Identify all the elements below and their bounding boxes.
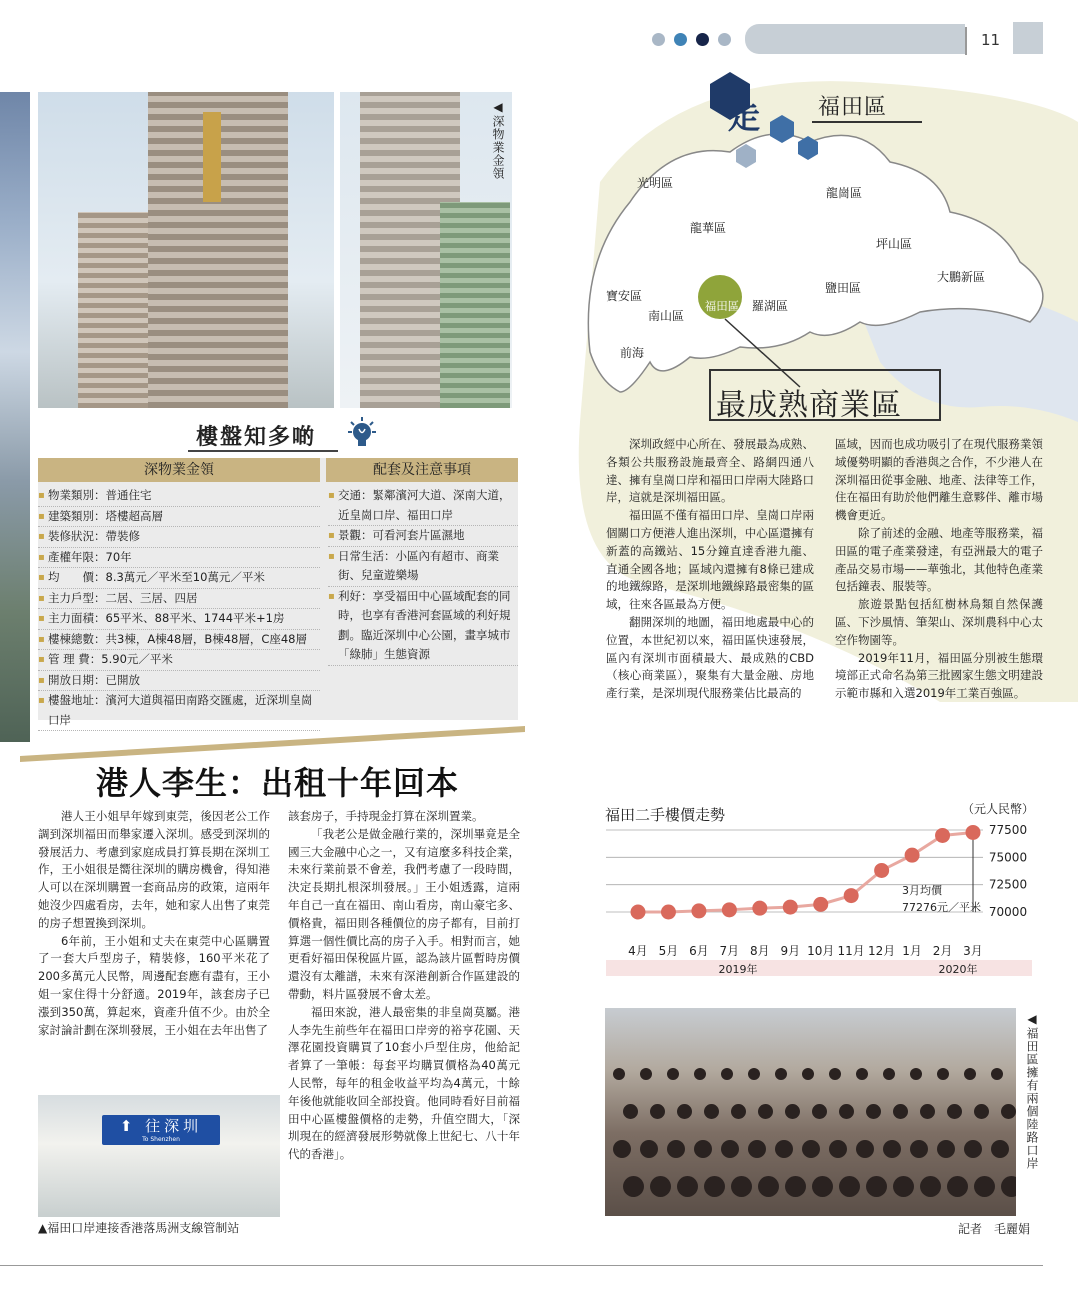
chart-unit: （元人民幣） xyxy=(962,802,1035,816)
crowd-figure xyxy=(623,1104,638,1119)
page-dots xyxy=(652,33,731,46)
list-item: ▪ 主力面積：65平米、88平米、1744平米+1房 xyxy=(38,609,320,630)
crowd-figure xyxy=(937,1140,955,1158)
reporter-byline: 記者 毛麗娟 xyxy=(958,1222,1031,1236)
district-label: 龍崗區 xyxy=(826,186,863,200)
crowd-figure xyxy=(856,1140,874,1158)
crowd-figure xyxy=(866,1176,887,1197)
x-tick-label: 7月 xyxy=(719,944,740,958)
crowd-figure xyxy=(883,1068,895,1080)
list-item: ▪ 日常生活：小區內有超市、商業街、兒童遊樂場 xyxy=(328,547,518,587)
station-sign-text: 往深圳 xyxy=(145,1117,203,1135)
data-point xyxy=(844,888,859,903)
crowd-figure xyxy=(704,1104,719,1119)
info-left-list xyxy=(38,486,320,731)
right-column-2 xyxy=(835,436,1043,776)
list-item: ▪ 景觀：可看河套片區濕地 xyxy=(328,526,518,547)
crowd-figure xyxy=(677,1104,692,1119)
crowd-figure xyxy=(802,1068,814,1080)
crowd-caption: ◀福田區擁有兩個陸路口岸 xyxy=(1025,1012,1039,1170)
info-right-heading: 配套及注意事項 xyxy=(326,458,518,482)
crowd-figure xyxy=(640,1068,652,1080)
price-chart xyxy=(598,812,1038,982)
dot-4 xyxy=(718,33,731,46)
crowd-figure xyxy=(667,1068,679,1080)
data-point xyxy=(691,903,706,918)
district-label: 羅湖區 xyxy=(752,299,789,313)
logo-zou: 走 xyxy=(728,98,761,136)
list-item: ▪ 交通：緊鄰濱河大道、深南大道，近皇崗口岸、福田口岸 xyxy=(328,486,518,526)
x-tick-label: 2月 xyxy=(932,944,953,958)
x-tick-label: 12月 xyxy=(867,944,896,958)
paragraph: 翻開深圳的地圖，福田地處最中心的位置，本世紀初以來，福田區快速發展，區內有深圳市面積最大、最成熟的CBD（核心商業區），聚集有大量金融、房地產行業，是深圳現代服務業佔比最高的 xyxy=(606,614,814,701)
list-item: ▪ 主力戶型：二居、三居、四居 xyxy=(38,589,320,610)
crowd-figure xyxy=(910,1140,928,1158)
list-item: ▪ 物業類別：普通住宅 xyxy=(38,486,320,507)
list-item: ▪ 開放日期：已開放 xyxy=(38,671,320,692)
crowd-figure xyxy=(748,1068,760,1080)
crowd-figure xyxy=(947,1104,962,1119)
crowd-figure xyxy=(731,1176,752,1197)
paragraph: 除了前述的金融、地產等服務業，福田區的電子產業發達，有亞洲最大的電子產品交易市場——華強北，其他特色產業包括鐘表、服裝等。 xyxy=(835,525,1043,594)
x-tick-label: 4月 xyxy=(628,944,648,958)
crowd-figure xyxy=(947,1176,968,1197)
crowd-figure xyxy=(650,1104,665,1119)
district-label: 鹽田區 xyxy=(825,281,862,295)
list-item: ▪ 裝修狀況：帶裝修 xyxy=(38,527,320,548)
crowd-figure xyxy=(694,1068,706,1080)
section-title-rule xyxy=(812,121,922,123)
story-title: 港人李生：出租十年回本 xyxy=(96,764,460,802)
header-bar xyxy=(745,24,965,54)
page-number: 11 xyxy=(965,27,1013,55)
x-tick-label: 9月 xyxy=(780,944,801,958)
list-item: ▪ 建築類別：塔樓超高層 xyxy=(38,507,320,528)
station-sign-en: To Shenzhen xyxy=(142,1136,180,1143)
crowd-figure xyxy=(893,1104,908,1119)
crowd-figure xyxy=(694,1140,712,1158)
chart-annotation-label: 3月均價 xyxy=(902,884,942,897)
x-tick-label: 10月 xyxy=(807,944,835,958)
y-tick-label: 70000 xyxy=(988,905,1028,919)
section-title: 福田區 xyxy=(818,95,888,120)
info-title-rule xyxy=(188,450,338,452)
crowd-figure xyxy=(721,1140,739,1158)
checkpoint-crowd-photo xyxy=(605,1008,1016,1216)
right-column-1 xyxy=(606,436,814,776)
crowd-figure xyxy=(937,1068,949,1080)
crowd-figure xyxy=(758,1104,773,1119)
station-photo xyxy=(38,1095,280,1217)
y-tick-label: 75000 xyxy=(988,850,1028,865)
paragraph: 旅遊景點包括紅樹林鳥類自然保護區、下沙風情、筆架山、深圳農科中心太空作物園等。 xyxy=(835,597,1043,647)
left-edge-photo-strip xyxy=(0,92,30,742)
building-photo-2 xyxy=(340,92,512,408)
data-point xyxy=(813,897,828,912)
data-point xyxy=(631,905,646,920)
crowd-figure xyxy=(775,1068,787,1080)
district-label: 光明區 xyxy=(637,176,674,190)
crowd-figure xyxy=(991,1068,1003,1080)
crowd-figure xyxy=(812,1104,827,1119)
station-sign xyxy=(102,1115,220,1145)
bottom-rule xyxy=(0,1265,1043,1266)
data-point xyxy=(752,901,767,916)
data-point xyxy=(935,828,950,843)
dot-1 xyxy=(652,33,665,46)
dot-3 xyxy=(696,33,709,46)
big-title: 最成熟商業區 xyxy=(716,388,902,423)
crowd-figure xyxy=(802,1140,820,1158)
list-item: ▪ 樓盤地址：濱河大道與福田南路交匯處，近深圳皇崗口岸 xyxy=(38,691,320,731)
paragraph: 深圳政經中心所在、發展最為成熟、各類公共服務設施最齊全、路網四通八達、擁有皇崗口岸和福田口岸兩大陸路口岸，這就是深圳福田區。 xyxy=(606,437,814,505)
district-label: 龍華區 xyxy=(690,221,727,235)
crowd-figure xyxy=(974,1104,989,1119)
story-column-1 xyxy=(38,808,270,1093)
x-tick-label: 5月 xyxy=(658,944,679,958)
data-point xyxy=(661,905,676,920)
x-tick-label: 8月 xyxy=(749,944,770,958)
up-arrow-icon: ⬆ xyxy=(119,1117,137,1135)
info-box-title: 樓盤知多啲 xyxy=(196,425,317,450)
tower-shape xyxy=(78,212,158,408)
crowd-figure xyxy=(677,1176,698,1197)
crowd-figure xyxy=(758,1176,779,1197)
year-label: 2020年 xyxy=(938,963,978,976)
district-label: 寶安區 xyxy=(606,289,643,303)
x-tick-label: 6月 xyxy=(689,944,709,958)
crowd-figure xyxy=(856,1068,868,1080)
station-caption: ▲福田口岸連接香港落馬洲支線管制站 xyxy=(38,1221,240,1235)
chart-annotation-value: 77276元／平米 xyxy=(902,901,981,914)
story-column-2 xyxy=(288,808,520,1248)
x-tick-label: 11月 xyxy=(837,944,865,958)
list-item: ▪ 利好：享受福田中心區域配套的同時，也享有香港河套區域的利好規劃。臨近深圳中心公園，畫享城市「綠肺」生態資源 xyxy=(328,587,518,666)
year-label: 2019年 xyxy=(718,963,758,976)
crowd-figure xyxy=(910,1068,922,1080)
crowd-figure xyxy=(721,1068,733,1080)
tower-sign-shape xyxy=(203,112,221,202)
crowd-figure xyxy=(920,1176,941,1197)
data-point xyxy=(783,900,798,915)
crowd-figure xyxy=(1001,1176,1016,1197)
y-tick-label: 72500 xyxy=(988,877,1028,892)
info-right-list xyxy=(328,486,518,666)
paragraph: 2019年11月，福田區分別被生態環境部正式命名為第三批國家生態文明建設示範市縣和入選2019年工業百強區。 xyxy=(835,650,1043,701)
crowd-figure xyxy=(1001,1104,1016,1119)
district-label: 前海 xyxy=(620,346,645,360)
crowd-figure xyxy=(650,1176,671,1197)
crowd-figure xyxy=(974,1176,995,1197)
info-left-heading: 深物業金領 xyxy=(38,458,320,482)
dot-2 xyxy=(674,33,687,46)
data-point xyxy=(874,863,889,878)
paragraph: 該套房子，手持現金打算在深圳置業。 xyxy=(288,809,484,823)
list-item: ▪ 樓棟總數：共3棟，A棟48層，B棟48層，C座48層 xyxy=(38,630,320,651)
district-label: 坪山區 xyxy=(876,237,913,251)
crowd-figure xyxy=(991,1140,1009,1158)
crowd-figure xyxy=(866,1104,881,1119)
logo-jin: 進 xyxy=(768,152,788,176)
crowd-figure xyxy=(731,1104,746,1119)
paragraph: 港人王小姐早年嫁到東莞，後因老公工作調到深圳福田而舉家遷入深圳。感受到深圳的發展活力、考慮到家庭成員打算長期在深圳工作，王小姐很是嚮往深圳的購房機會，得知港人可以在深圳購置一套商品房的政策，這兩年她沒少四處看房，去年，她和家人出售了東莞的房子想置換到深圳。 xyxy=(38,809,270,930)
crowd-figure xyxy=(883,1140,901,1158)
district-label-futian: 福田區 xyxy=(704,299,740,313)
crowd-figure xyxy=(920,1104,935,1119)
paragraph: 福田區不僅有福田口岸、皇崗口岸兩個關口方便港人進出深圳，中心區還擁有新蓋的高鐵站、15分鐘直達香港九龍、直通全國各地；區域內還擁有8條已建成的地鐵線路，是深圳地鐵線路最密集的區域，往來各區最為方便。 xyxy=(606,508,814,612)
data-point xyxy=(905,848,920,863)
crowd-figure xyxy=(748,1140,766,1158)
data-point xyxy=(722,902,737,917)
crowd-figure xyxy=(893,1176,914,1197)
district-label: 大鵬新區 xyxy=(937,270,986,284)
district-label: 南山區 xyxy=(648,309,685,323)
y-tick-label: 77500 xyxy=(988,823,1028,837)
x-tick-label: 3月 xyxy=(963,944,983,958)
crowd-figure xyxy=(839,1176,860,1197)
crowd-figure xyxy=(613,1140,631,1158)
tower-shape xyxy=(440,202,510,408)
crowd-figure xyxy=(829,1068,841,1080)
x-tick-label: 1月 xyxy=(902,944,922,958)
crowd-figure xyxy=(785,1176,806,1197)
crowd-figure xyxy=(839,1104,854,1119)
paragraph: 福田來說，港人最密集的非皇崗莫屬。港人李先生前些年在福田口岸旁的裕亨花園、天澤花園投資購買了10套小戶型住房，他給記者算了一筆帳：每套平均購買價格為40萬元人民幣，每年的租金收益平均為4萬元，十餘年後他就能收回全部投資。他同時看好目前福田中心區樓盤價格的走勢，升值空間大，「深圳現在的經濟發展形勢就像上世紀七、八十年代的香港」。 xyxy=(288,1004,520,1162)
buildings-caption: ◀深物業金領 xyxy=(491,100,505,180)
crowd-figure xyxy=(775,1140,793,1158)
list-item: ▪ 管 理 費：5.90元／平米 xyxy=(38,650,320,671)
crowd-figure xyxy=(667,1140,685,1158)
paragraph: 6年前，王小姐和丈夫在東莞中心區購置了一套大戶型房子，精裝修，160平米花了200多萬元人民幣，周邊配套應有盡有，王小姐一家住得十分舒適。2019年，該套房子已漲到350萬，算起來，資產升值不少。由於全家討論計劃在深圳發展，王小姐在去年出售了 xyxy=(38,933,270,1037)
data-point xyxy=(966,825,981,840)
crowd-figure xyxy=(812,1176,833,1197)
crowd-figure xyxy=(785,1104,800,1119)
crowd-figure xyxy=(964,1140,982,1158)
list-item: ▪ 產權年限：70年 xyxy=(38,548,320,569)
crowd-figure xyxy=(829,1140,847,1158)
crowd-figure xyxy=(640,1140,658,1158)
paragraph: 「我老公是做金融行業的，深圳畢竟是全國三大金融中心之一，又有這麼多科技企業，未來行業前景不會差，我們考慮了一段時間，決定長期扎根深圳發展。」王小姐透露，這兩年自己一直在福田、南山看房，南山豪宅多、價格貴，福田則各種價位的房子都有，目前打算選一個性價比高的房子入手。相對而言，她更看好福田保稅區片區，認為該片區暫時房價還沒有太離譜，未來有深港創新合作區建設的帶動，料片區發展不會太差。 xyxy=(288,826,520,1001)
lightbulb-icon xyxy=(344,416,380,450)
header-edge-block xyxy=(1013,22,1043,54)
crowd-figure xyxy=(964,1068,976,1080)
crowd-figure xyxy=(613,1068,625,1080)
chart-title: 福田二手樓價走勢 xyxy=(605,806,726,824)
crowd-figure xyxy=(704,1176,725,1197)
list-item: ▪ 均 價：8.3萬元／平米至10萬元／平米 xyxy=(38,568,320,589)
paragraph: 區域，因而也成功吸引了在現代服務業領域優勢明顯的香港與之合作，不少港人在深圳福田從事金融、地產、法律等工作，住在福田有助於他們離生意夥伴、離市場機會更近。 xyxy=(835,437,1043,523)
crowd-figure xyxy=(623,1176,644,1197)
building-photo-1 xyxy=(38,92,334,408)
